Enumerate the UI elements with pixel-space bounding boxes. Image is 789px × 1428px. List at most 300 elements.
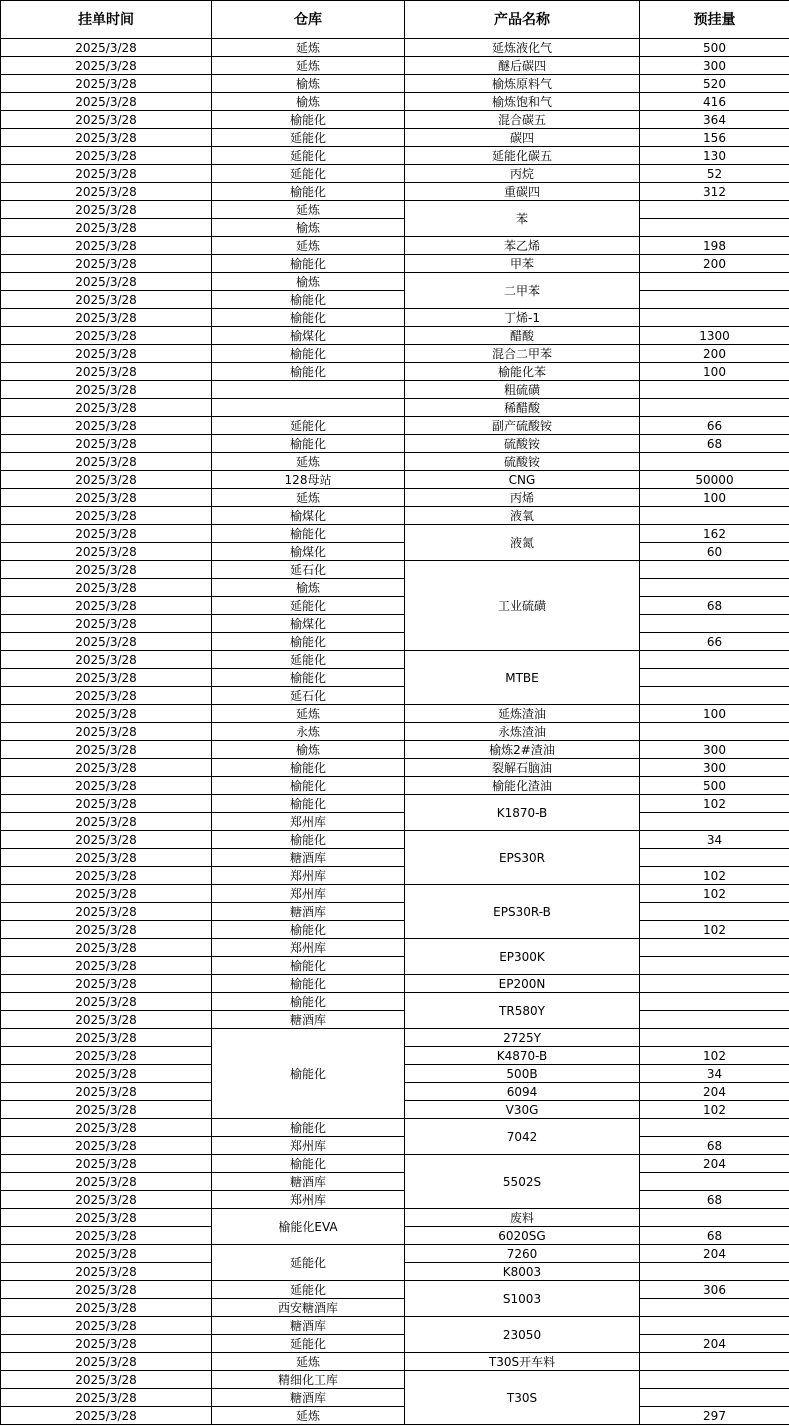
quantity-cell [640, 1119, 789, 1137]
date-cell: 2025/3/28 [1, 399, 212, 417]
warehouse-cell: 延能化 [212, 1335, 405, 1353]
table-row [1, 1029, 789, 1047]
warehouse-cell: 糖酒库 [212, 1389, 405, 1407]
quantity-cell [640, 849, 789, 867]
date-cell: 2025/3/28 [1, 615, 212, 633]
table-row [1, 147, 789, 165]
table-row [1, 1209, 789, 1227]
quantity-cell: 100 [640, 705, 789, 723]
table-row [1, 1407, 789, 1425]
product-cell: K1870-B [405, 795, 640, 831]
quantity-cell: 102 [640, 795, 789, 813]
warehouse-cell: 榆能化 [212, 183, 405, 201]
warehouse-cell: 延能化 [212, 1281, 405, 1299]
quantity-cell [640, 381, 789, 399]
quantity-cell: 100 [640, 489, 789, 507]
date-cell: 2025/3/28 [1, 597, 212, 615]
product-cell: K8003 [405, 1263, 640, 1281]
table-row [1, 507, 789, 525]
date-cell: 2025/3/28 [1, 75, 212, 93]
table-row [1, 1281, 789, 1299]
date-cell: 2025/3/28 [1, 993, 212, 1011]
table-row [1, 723, 789, 741]
date-cell: 2025/3/28 [1, 183, 212, 201]
product-cell: V30G [405, 1101, 640, 1119]
quantity-cell: 312 [640, 183, 789, 201]
quantity-cell [640, 273, 789, 291]
quantity-cell: 102 [640, 1101, 789, 1119]
warehouse-cell: 榆能化 [212, 1119, 405, 1137]
quantity-cell: 102 [640, 1047, 789, 1065]
warehouse-cell: 延能化 [212, 147, 405, 165]
date-cell: 2025/3/28 [1, 147, 212, 165]
table-row [1, 1389, 789, 1407]
table-row [1, 939, 789, 957]
warehouse-cell: 郑州库 [212, 885, 405, 903]
date-cell: 2025/3/28 [1, 1083, 212, 1101]
date-cell: 2025/3/28 [1, 1245, 212, 1263]
table-row [1, 381, 789, 399]
header-product: 产品名称 [405, 1, 640, 39]
warehouse-cell: 128母站 [212, 471, 405, 489]
quantity-cell: 204 [640, 1335, 789, 1353]
table-row [1, 1317, 789, 1335]
table-row [1, 273, 789, 291]
quantity-cell: 500 [640, 39, 789, 57]
date-cell: 2025/3/28 [1, 201, 212, 219]
date-cell: 2025/3/28 [1, 1335, 212, 1353]
date-cell: 2025/3/28 [1, 975, 212, 993]
date-cell: 2025/3/28 [1, 1371, 212, 1389]
table-body [1, 39, 789, 1425]
quantity-cell: 306 [640, 1281, 789, 1299]
table-row [1, 309, 789, 327]
date-cell: 2025/3/28 [1, 273, 212, 291]
date-cell: 2025/3/28 [1, 1389, 212, 1407]
warehouse-cell: 榆煤化 [212, 327, 405, 345]
quantity-cell [640, 939, 789, 957]
product-cell: 混合碳五 [405, 111, 640, 129]
table-row [1, 687, 789, 705]
product-cell: 丙烯 [405, 489, 640, 507]
warehouse-cell: 榆炼 [212, 273, 405, 291]
table-row [1, 1245, 789, 1263]
product-cell: 榆能化苯 [405, 363, 640, 381]
date-cell: 2025/3/28 [1, 1263, 212, 1281]
quantity-cell: 34 [640, 831, 789, 849]
quantity-cell [640, 813, 789, 831]
warehouse-cell: 榆能化 [212, 1155, 405, 1173]
warehouse-cell: 延炼 [212, 1407, 405, 1425]
quantity-cell: 416 [640, 93, 789, 111]
quantity-cell: 100 [640, 363, 789, 381]
warehouse-cell: 延能化 [212, 417, 405, 435]
date-cell: 2025/3/28 [1, 525, 212, 543]
product-cell: K4870-B [405, 1047, 640, 1065]
table-row [1, 75, 789, 93]
product-cell: 液氧 [405, 507, 640, 525]
table-row [1, 831, 789, 849]
table-row [1, 795, 789, 813]
date-cell: 2025/3/28 [1, 723, 212, 741]
date-cell: 2025/3/28 [1, 885, 212, 903]
product-cell: T30S [405, 1371, 640, 1425]
warehouse-cell: 榆能化 [212, 363, 405, 381]
date-cell: 2025/3/28 [1, 1227, 212, 1245]
date-cell: 2025/3/28 [1, 669, 212, 687]
table-row [1, 1173, 789, 1191]
quantity-cell: 68 [640, 1227, 789, 1245]
date-cell: 2025/3/28 [1, 57, 212, 75]
date-cell: 2025/3/28 [1, 1029, 212, 1047]
date-cell: 2025/3/28 [1, 705, 212, 723]
table-row [1, 237, 789, 255]
warehouse-cell: 榆能化 [212, 111, 405, 129]
table-row [1, 165, 789, 183]
quantity-cell [640, 1371, 789, 1389]
product-cell: 硫酸铵 [405, 453, 640, 471]
quantity-cell: 156 [640, 129, 789, 147]
quantity-cell: 297 [640, 1407, 789, 1425]
date-cell: 2025/3/28 [1, 381, 212, 399]
product-cell: T30S开车料 [405, 1353, 640, 1371]
warehouse-cell: 榆能化 [212, 831, 405, 849]
date-cell: 2025/3/28 [1, 1191, 212, 1209]
quantity-cell [640, 687, 789, 705]
table-row [1, 471, 789, 489]
date-cell: 2025/3/28 [1, 489, 212, 507]
date-cell: 2025/3/28 [1, 939, 212, 957]
date-cell: 2025/3/28 [1, 363, 212, 381]
table-row [1, 1335, 789, 1353]
date-cell: 2025/3/28 [1, 219, 212, 237]
warehouse-cell: 榆能化 [212, 669, 405, 687]
quantity-cell [640, 1353, 789, 1371]
table-row [1, 867, 789, 885]
header-row [1, 1, 789, 39]
warehouse-cell: 榆能化 [212, 291, 405, 309]
table-row [1, 489, 789, 507]
table-row [1, 579, 789, 597]
quantity-cell: 52 [640, 165, 789, 183]
table-row [1, 885, 789, 903]
date-cell: 2025/3/28 [1, 1281, 212, 1299]
warehouse-cell: 延能化 [212, 165, 405, 183]
table-row [1, 1191, 789, 1209]
quantity-cell: 162 [640, 525, 789, 543]
quantity-cell: 1300 [640, 327, 789, 345]
warehouse-cell: 延炼 [212, 201, 405, 219]
table-row [1, 255, 789, 273]
product-cell: 延炼渣油 [405, 705, 640, 723]
header-date: 挂单时间 [1, 1, 212, 39]
warehouse-cell: 榆能化EVA [212, 1209, 405, 1245]
date-cell: 2025/3/28 [1, 39, 212, 57]
date-cell: 2025/3/28 [1, 237, 212, 255]
quantity-cell [640, 291, 789, 309]
product-cell: 6094 [405, 1083, 640, 1101]
date-cell: 2025/3/28 [1, 1065, 212, 1083]
product-cell: TR580Y [405, 993, 640, 1029]
warehouse-cell: 延炼 [212, 489, 405, 507]
table-row [1, 651, 789, 669]
warehouse-cell: 延炼 [212, 1353, 405, 1371]
date-cell: 2025/3/28 [1, 1101, 212, 1119]
quantity-cell: 364 [640, 111, 789, 129]
table-row [1, 921, 789, 939]
quantity-cell [640, 1029, 789, 1047]
quantity-cell [640, 1209, 789, 1227]
quantity-cell [640, 957, 789, 975]
warehouse-cell: 延能化 [212, 651, 405, 669]
quantity-cell: 102 [640, 885, 789, 903]
table-row [1, 975, 789, 993]
date-cell: 2025/3/28 [1, 579, 212, 597]
date-cell: 2025/3/28 [1, 777, 212, 795]
product-cell: 稀醋酸 [405, 399, 640, 417]
product-cell: 6020SG [405, 1227, 640, 1245]
warehouse-cell: 榆能化 [212, 633, 405, 651]
warehouse-cell: 榆能化 [212, 1029, 405, 1119]
table-row [1, 993, 789, 1011]
quantity-cell [640, 507, 789, 525]
date-cell: 2025/3/28 [1, 849, 212, 867]
date-cell: 2025/3/28 [1, 633, 212, 651]
date-cell: 2025/3/28 [1, 759, 212, 777]
table-row [1, 39, 789, 57]
table-row [1, 543, 789, 561]
product-cell: MTBE [405, 651, 640, 705]
date-cell: 2025/3/28 [1, 129, 212, 147]
warehouse-cell: 郑州库 [212, 813, 405, 831]
date-cell: 2025/3/28 [1, 255, 212, 273]
table-row [1, 759, 789, 777]
table-row [1, 291, 789, 309]
product-cell: 碳四 [405, 129, 640, 147]
table-row [1, 903, 789, 921]
date-cell: 2025/3/28 [1, 417, 212, 435]
table-row [1, 705, 789, 723]
product-cell: 丙烷 [405, 165, 640, 183]
product-cell: 废料 [405, 1209, 640, 1227]
warehouse-cell: 榆能化 [212, 435, 405, 453]
quantity-cell [640, 1011, 789, 1029]
product-cell: 7042 [405, 1119, 640, 1155]
table-row [1, 129, 789, 147]
quantity-cell [640, 723, 789, 741]
table-row [1, 1371, 789, 1389]
table-row [1, 813, 789, 831]
quantity-cell [640, 975, 789, 993]
warehouse-cell: 榆能化 [212, 345, 405, 363]
table-row [1, 417, 789, 435]
quantity-cell: 66 [640, 417, 789, 435]
product-cell: 甲苯 [405, 255, 640, 273]
quantity-cell: 520 [640, 75, 789, 93]
warehouse-cell: 延能化 [212, 597, 405, 615]
quantity-cell: 68 [640, 435, 789, 453]
table-row [1, 93, 789, 111]
product-cell: 7260 [405, 1245, 640, 1263]
date-cell: 2025/3/28 [1, 1317, 212, 1335]
table-row [1, 111, 789, 129]
table-row [1, 453, 789, 471]
date-cell: 2025/3/28 [1, 345, 212, 363]
date-cell: 2025/3/28 [1, 651, 212, 669]
quantity-cell: 130 [640, 147, 789, 165]
quantity-cell [640, 1299, 789, 1317]
date-cell: 2025/3/28 [1, 1353, 212, 1371]
product-cell: 副产硫酸铵 [405, 417, 640, 435]
warehouse-cell: 榆能化 [212, 777, 405, 795]
date-cell: 2025/3/28 [1, 921, 212, 939]
product-cell: 苯 [405, 201, 640, 237]
warehouse-cell: 榆炼 [212, 741, 405, 759]
header-quantity: 预挂量 [640, 1, 789, 39]
date-cell: 2025/3/28 [1, 471, 212, 489]
quantity-cell: 300 [640, 759, 789, 777]
warehouse-cell: 延炼 [212, 453, 405, 471]
warehouse-cell: 榆能化 [212, 921, 405, 939]
warehouse-cell: 延炼 [212, 237, 405, 255]
quantity-cell [640, 669, 789, 687]
product-cell: 500B [405, 1065, 640, 1083]
date-cell: 2025/3/28 [1, 165, 212, 183]
warehouse-cell: 榆能化 [212, 525, 405, 543]
product-cell: EPS30R-B [405, 885, 640, 939]
warehouse-cell: 榆煤化 [212, 507, 405, 525]
warehouse-cell: 糖酒库 [212, 1317, 405, 1335]
product-cell: EP200N [405, 975, 640, 993]
product-cell: 5502S [405, 1155, 640, 1209]
table-row [1, 525, 789, 543]
warehouse-cell: 榆能化 [212, 309, 405, 327]
table-row [1, 1353, 789, 1371]
table-row [1, 741, 789, 759]
warehouse-cell: 榆能化 [212, 957, 405, 975]
date-cell: 2025/3/28 [1, 1299, 212, 1317]
product-cell: 液氮 [405, 525, 640, 561]
date-cell: 2025/3/28 [1, 1209, 212, 1227]
warehouse-cell: 延炼 [212, 57, 405, 75]
quantity-cell [640, 561, 789, 579]
quantity-cell: 102 [640, 921, 789, 939]
date-cell: 2025/3/28 [1, 309, 212, 327]
product-cell: 永炼渣油 [405, 723, 640, 741]
warehouse-cell: 郑州库 [212, 867, 405, 885]
date-cell: 2025/3/28 [1, 1173, 212, 1191]
date-cell: 2025/3/28 [1, 453, 212, 471]
warehouse-cell: 榆煤化 [212, 543, 405, 561]
date-cell: 2025/3/28 [1, 291, 212, 309]
date-cell: 2025/3/28 [1, 903, 212, 921]
product-cell: CNG [405, 471, 640, 489]
warehouse-cell: 延石化 [212, 561, 405, 579]
date-cell: 2025/3/28 [1, 111, 212, 129]
table-row [1, 345, 789, 363]
product-cell: EPS30R [405, 831, 640, 885]
date-cell: 2025/3/28 [1, 831, 212, 849]
warehouse-cell: 延炼 [212, 705, 405, 723]
product-cell: 榆能化渣油 [405, 777, 640, 795]
warehouse-cell: 榆炼 [212, 579, 405, 597]
product-cell: 苯乙烯 [405, 237, 640, 255]
date-cell: 2025/3/28 [1, 867, 212, 885]
table-row [1, 1155, 789, 1173]
table-row [1, 1011, 789, 1029]
product-cell: 裂解石脑油 [405, 759, 640, 777]
date-cell: 2025/3/28 [1, 543, 212, 561]
quantity-cell [640, 309, 789, 327]
quantity-cell [640, 1317, 789, 1335]
quantity-cell [640, 219, 789, 237]
date-cell: 2025/3/28 [1, 93, 212, 111]
quantity-cell: 50000 [640, 471, 789, 489]
table-row [1, 957, 789, 975]
product-cell: 延炼液化气 [405, 39, 640, 57]
product-cell: S1003 [405, 1281, 640, 1317]
warehouse-cell: 郑州库 [212, 939, 405, 957]
table-row [1, 363, 789, 381]
date-cell: 2025/3/28 [1, 687, 212, 705]
table-row [1, 435, 789, 453]
quantity-cell: 60 [640, 543, 789, 561]
table-row [1, 201, 789, 219]
table-row [1, 183, 789, 201]
table-row [1, 399, 789, 417]
warehouse-cell: 榆煤化 [212, 615, 405, 633]
table-row [1, 327, 789, 345]
quantity-cell [640, 993, 789, 1011]
warehouse-cell: 糖酒库 [212, 903, 405, 921]
warehouse-cell: 糖酒库 [212, 849, 405, 867]
quantity-cell [640, 453, 789, 471]
table-row [1, 777, 789, 795]
quantity-cell [640, 201, 789, 219]
product-cell: 粗硫磺 [405, 381, 640, 399]
quantity-cell [640, 1389, 789, 1407]
quantity-cell: 204 [640, 1245, 789, 1263]
quantity-cell: 204 [640, 1083, 789, 1101]
table-row [1, 849, 789, 867]
warehouse-cell: 榆能化 [212, 795, 405, 813]
quantity-cell: 500 [640, 777, 789, 795]
warehouse-cell: 郑州库 [212, 1191, 405, 1209]
product-cell: EP300K [405, 939, 640, 975]
quantity-cell: 68 [640, 1137, 789, 1155]
product-cell: 醚后碳四 [405, 57, 640, 75]
date-cell: 2025/3/28 [1, 327, 212, 345]
warehouse-cell: 榆炼 [212, 219, 405, 237]
quantity-cell: 300 [640, 741, 789, 759]
warehouse-cell: 延炼 [212, 39, 405, 57]
warehouse-cell: 榆炼 [212, 75, 405, 93]
date-cell: 2025/3/28 [1, 1047, 212, 1065]
warehouse-cell: 榆能化 [212, 993, 405, 1011]
warehouse-cell: 永炼 [212, 723, 405, 741]
quantity-cell: 68 [640, 597, 789, 615]
quantity-cell: 66 [640, 633, 789, 651]
warehouse-cell: 延能化 [212, 1245, 405, 1281]
header-warehouse: 仓库 [212, 1, 405, 39]
date-cell: 2025/3/28 [1, 957, 212, 975]
warehouse-cell: 榆能化 [212, 975, 405, 993]
product-cell: 二甲苯 [405, 273, 640, 309]
quantity-cell: 102 [640, 867, 789, 885]
date-cell: 2025/3/28 [1, 813, 212, 831]
product-cell: 重碳四 [405, 183, 640, 201]
product-cell: 丁烯-1 [405, 309, 640, 327]
